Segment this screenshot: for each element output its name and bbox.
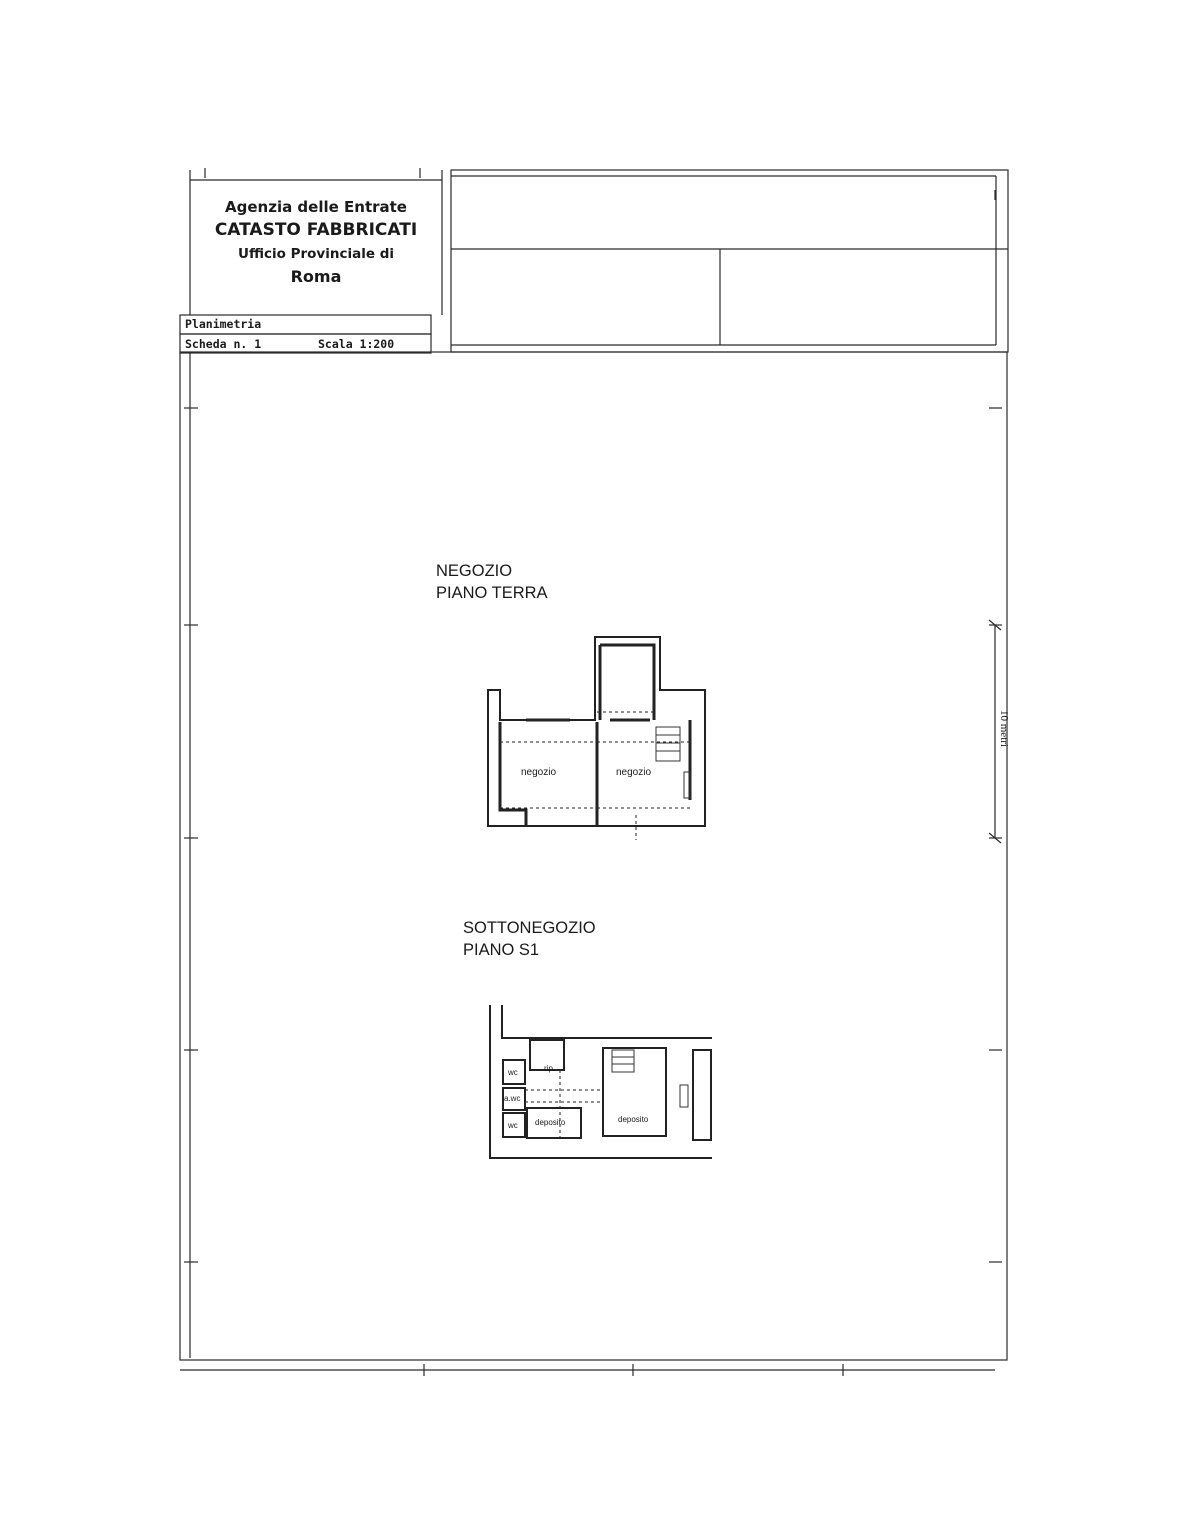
ground-floor-plan xyxy=(488,637,705,826)
drawing-area-border xyxy=(180,352,1007,1360)
room-label: a.wc xyxy=(504,1094,521,1103)
office-city: Roma xyxy=(290,267,342,286)
doc-type-label: Planimetria xyxy=(185,317,262,331)
room-label: negozio xyxy=(616,767,652,778)
room-label: negozio xyxy=(521,767,557,778)
scale-bar-label: 10 metri xyxy=(998,710,1010,747)
agency-name: Agenzia delle Entrate xyxy=(225,198,407,216)
room-label: deposito xyxy=(618,1115,649,1124)
ground-floor-title-line2: PIANO TERRA xyxy=(436,584,548,602)
room-label: rip. xyxy=(544,1064,556,1073)
basement-plan xyxy=(490,1005,712,1158)
ground-floor-title-line1: NEGOZIO xyxy=(436,562,513,580)
ground-stair-icon xyxy=(656,727,690,798)
scheda-label: Scheda n. 1 xyxy=(185,337,262,351)
room-label: deposito xyxy=(535,1118,566,1127)
room-label: wc xyxy=(508,1068,518,1077)
basement-title-line1: SOTTONEGOZIO xyxy=(463,919,596,937)
basement-stair-icon xyxy=(612,1050,688,1107)
catasto-title: CATASTO FABBRICATI xyxy=(214,220,418,240)
scale-label: Scala 1:200 xyxy=(318,337,395,351)
basement-title xyxy=(463,917,596,961)
room-label: wc xyxy=(508,1121,518,1130)
basement-title-line2: PIANO S1 xyxy=(463,941,540,959)
office-name: Ufficio Provinciale di xyxy=(237,246,394,262)
ground-floor-title xyxy=(436,560,548,604)
